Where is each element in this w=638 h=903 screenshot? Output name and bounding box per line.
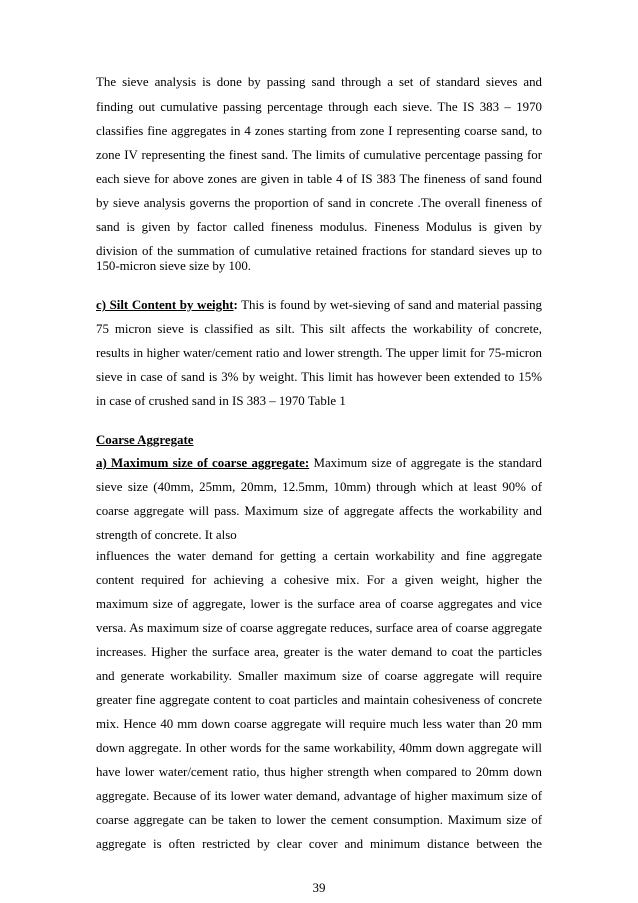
- silt-line: sieve in case of sand is 3% by weight. This limit has however been extended to 15%: [96, 370, 542, 384]
- silt-heading-colon: :: [233, 298, 238, 312]
- paragraph-line: 150-micron sieve size by 100.: [96, 259, 252, 273]
- paragraph-line: classifies fine aggregates in 4 zones starting from zone I representing coarse sand, to: [96, 124, 542, 138]
- page-number: 39: [312, 880, 326, 895]
- coarse-line: and generate workability. Smaller maximum size of coarse aggregate will require: [96, 669, 542, 683]
- coarse-first-line-text: Maximum size of aggregate is the standard: [309, 456, 542, 470]
- coarse-line: maximum size of aggregate, lower is the surface area of coarse aggregates and vice: [96, 597, 542, 611]
- coarse-line: aggregate is often restricted by clear cover and minimum distance between the: [96, 837, 542, 851]
- section-title: Coarse Aggregate: [96, 433, 194, 447]
- silt-first-line-text: This is found by wet-sieving of sand and material passing: [237, 298, 542, 312]
- coarse-line: sieve size (40mm, 25mm, 20mm, 12.5mm, 10mm) through which at least 90% of: [96, 480, 542, 494]
- coarse-line: content required for achieving a cohesive mix. For a given weight, higher the: [96, 573, 542, 587]
- paragraph-line: each sieve for above zones are given in table 4 of IS 383 The fineness of sand found: [96, 172, 542, 186]
- silt-heading: c) Silt Content by weight: [96, 298, 234, 312]
- silt-line: results in higher water/cement ratio and lower strength. The upper limit for 75-micron: [96, 346, 542, 360]
- coarse-line: have lower water/cement ratio, thus higher strength when compared to 20mm down: [96, 765, 542, 779]
- paragraph-line: sand is given by factor called fineness modulus. Fineness Modulus is given by: [96, 220, 542, 234]
- paragraph-line: zone IV representing the finest sand. The limits of cumulative percentage passing for: [96, 148, 542, 162]
- coarse-line: down aggregate. In other words for the same workability, 40mm down aggregate will: [96, 741, 542, 755]
- paragraph-line: The sieve analysis is done by passing sand through a set of standard sieves and: [96, 75, 542, 89]
- silt-first-line: [96, 297, 542, 313]
- paragraph-line: by sieve analysis governs the proportion of sand in concrete .The overall fineness of: [96, 196, 542, 210]
- coarse-line: coarse aggregate can be taken to lower the cement consumption. Maximum size of: [96, 813, 542, 827]
- coarse-line: coarse aggregate will pass. Maximum size of aggregate affects the workability and: [96, 504, 542, 518]
- coarse-line: greater fine aggregate content to coat particles and maintain cohesiveness of concrete: [96, 693, 542, 707]
- coarse-subheading: a) Maximum size of coarse aggregate:: [96, 456, 310, 470]
- silt-line: in case of crushed sand in IS 383 – 1970 Table 1: [96, 394, 346, 408]
- coarse-line: influences the water demand for getting a certain workability and fine aggregate: [96, 549, 542, 563]
- coarse-line: increases. Higher the surface area, greater is the water demand to coat the particles: [96, 645, 542, 659]
- coarse-line: strength of concrete. It also: [96, 528, 237, 542]
- silt-line: 75 micron sieve is classified as silt. This silt affects the workability of concrete,: [96, 322, 542, 336]
- coarse-first-line: [96, 455, 542, 471]
- coarse-line: mix. Hence 40 mm down coarse aggregate will require much less water than 20 mm: [96, 717, 542, 731]
- paragraph-line: division of the summation of cumulative retained fractions for standard sieves up to: [96, 244, 542, 258]
- coarse-line: aggregate. Because of its lower water demand, advantage of higher maximum size of: [96, 789, 542, 803]
- paragraph-line: finding out cumulative passing percentage through each sieve. The IS 383 – 1970: [96, 100, 542, 114]
- coarse-line: versa. As maximum size of coarse aggregate reduces, surface area of coarse aggregate: [96, 621, 542, 635]
